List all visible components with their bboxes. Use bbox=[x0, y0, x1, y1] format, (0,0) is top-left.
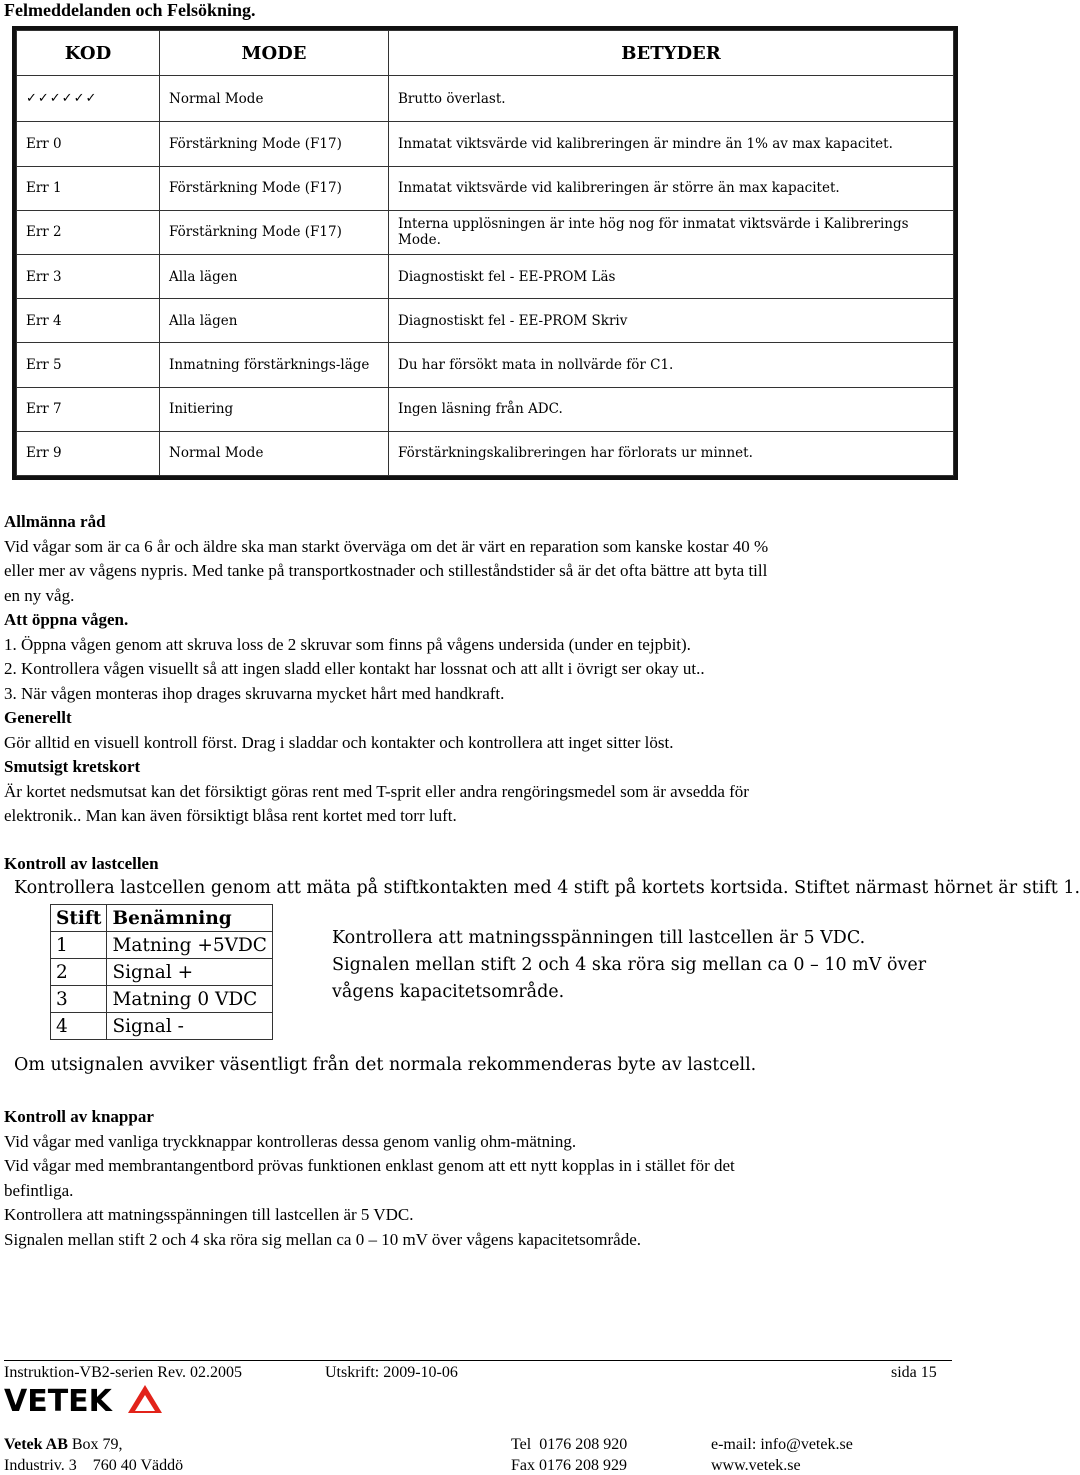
cell-mode: Inmatning förstärknings-läge bbox=[160, 343, 389, 387]
cell-name: Signal + bbox=[107, 959, 273, 986]
company-email[interactable]: e-mail: info@vetek.se bbox=[711, 1436, 853, 1453]
load-cell-intro: Kontrollera lastcellen genom att mäta på stiftkontakten med 4 stift på kortets kortsida. Stiftet närmast hörnet är stift 1. bbox=[14, 878, 1080, 898]
footer-doc: Instruktion-VB2-serien Rev. 02.2005 bbox=[4, 1364, 243, 1381]
load-cell-heading: Kontroll av lastcellen bbox=[4, 854, 159, 873]
step-line: 3. När vågen monteras ihop drages skruvarna mycket hårt med handkraft. bbox=[4, 683, 505, 703]
table-row bbox=[51, 959, 273, 986]
table-row bbox=[17, 343, 954, 387]
cell-kod: Err 0 bbox=[17, 122, 160, 166]
cell-betyder: Inmatat viktsvärde vid kalibreringen är mindre än 1% av max kapacitet. bbox=[389, 122, 954, 166]
page-title: Felmeddelanden och Felsökning. bbox=[4, 0, 256, 20]
paragraph-line: eller mer av vågens nypris. Med tanke på transportkostnader och stilleståndstider så är det ofta bättre att byta till bbox=[4, 561, 768, 580]
table-row bbox=[51, 986, 273, 1013]
header-stift: Stift bbox=[51, 905, 107, 932]
side-line: Signalen mellan stift 2 och 4 ska röra sig mellan ca 0 – 10 mV över bbox=[332, 955, 927, 975]
error-code-table-frame bbox=[12, 26, 958, 480]
company-fax: Fax 0176 208 929 bbox=[511, 1457, 627, 1474]
company-website[interactable]: www.vetek.se bbox=[711, 1457, 801, 1474]
cell-kod: Err 4 bbox=[17, 299, 160, 343]
header-kod: KOD bbox=[17, 31, 160, 76]
paragraph-line: Gör alltid en visuell kontroll först. Drag i sladdar och kontakter och kontrollera att inget sitter löst. bbox=[4, 732, 674, 752]
table-row bbox=[17, 210, 954, 254]
side-line: Kontrollera att matningsspänningen till lastcellen är 5 VDC. bbox=[332, 928, 866, 948]
cell-kod: Err 1 bbox=[17, 166, 160, 210]
cell-betyder: Inmatat viktsvärde vid kalibreringen är större än max kapacitet. bbox=[389, 166, 954, 210]
paragraph-line: Signalen mellan stift 2 och 4 ska röra sig mellan ca 0 – 10 mV över vågens kapacitetsområde. bbox=[4, 1229, 642, 1249]
cell-betyder: Förstärkningskalibreringen har förlorats ur minnet. bbox=[389, 431, 954, 475]
cell-mode: Alla lägen bbox=[160, 254, 389, 298]
paragraph-line: Vid vågar med membrantangentbord prövas funktionen enklast genom att ett nytt kopplas in i stället för det bbox=[4, 1156, 735, 1175]
cell-name: Signal - bbox=[107, 1013, 273, 1040]
company-address: Industriv. 3 760 40 Väddö bbox=[4, 1457, 184, 1474]
table-header-row bbox=[17, 31, 954, 76]
generally-heading: Generellt bbox=[4, 708, 72, 727]
table-row bbox=[51, 1013, 273, 1040]
cell-name: Matning +5VDC bbox=[107, 932, 273, 959]
header-betyder: BETYDER bbox=[389, 31, 954, 76]
pin-table bbox=[50, 904, 273, 1040]
cell-mode: Normal Mode bbox=[160, 431, 389, 475]
table-row bbox=[17, 76, 954, 122]
paragraph-line: Vid vågar med vanliga tryckknappar kontrolleras dessa genom vanlig ohm-mätning. bbox=[4, 1131, 577, 1151]
table-row bbox=[51, 932, 273, 959]
step-line: 2. Kontrollera vågen visuellt så att ingen sladd eller kontakt har lossnat och att allt i övrigt ser okay ut.. bbox=[4, 659, 705, 678]
cell-kod: Err 3 bbox=[17, 254, 160, 298]
open-scale-heading: Att öppna vågen. bbox=[4, 610, 129, 629]
cell-mode: Normal Mode bbox=[160, 76, 389, 122]
table-row bbox=[17, 122, 954, 166]
table-row bbox=[17, 387, 954, 431]
table-row bbox=[17, 431, 954, 475]
cell-betyder: Interna upplösningen är inte hög nog för inmatat viktsvärde i Kalibrerings Mode. bbox=[389, 210, 954, 254]
buttons-heading: Kontroll av knappar bbox=[4, 1107, 154, 1126]
cell-kod: Err 2 bbox=[17, 210, 160, 254]
cell-betyder: Brutto överlast. bbox=[389, 76, 954, 122]
table-row bbox=[17, 254, 954, 298]
footer-page-number: sida 15 bbox=[891, 1364, 937, 1381]
cell-betyder: Diagnostiskt fel - EE-PROM Läs bbox=[389, 254, 954, 298]
company-tel: Tel 0176 208 920 bbox=[511, 1436, 628, 1453]
table-row bbox=[17, 299, 954, 343]
load-cell-note: Om utsignalen avviker väsentligt från det normala rekommenderas byte av lastcell. bbox=[14, 1055, 757, 1075]
general-advice-heading: Allmänna råd bbox=[4, 512, 106, 531]
cell-kod: ✓✓✓✓✓✓ bbox=[17, 76, 160, 122]
cell-betyder: Du har försökt mata in nollvärde för C1. bbox=[389, 343, 954, 387]
cell-mode: Förstärkning Mode (F17) bbox=[160, 210, 389, 254]
header-mode: MODE bbox=[160, 31, 389, 76]
buttons-section bbox=[4, 1105, 735, 1252]
cell-mode: Förstärkning Mode (F17) bbox=[160, 122, 389, 166]
cell-kod: Err 9 bbox=[17, 431, 160, 475]
cell-mode: Förstärkning Mode (F17) bbox=[160, 166, 389, 210]
step-line: 1. Öppna vågen genom att skruva loss de 2 skruvar som finns på vågens undersida (under en tejpbit). bbox=[4, 634, 691, 654]
cell-stift: 4 bbox=[51, 1013, 107, 1040]
cell-mode: Alla lägen bbox=[160, 299, 389, 343]
cell-stift: 2 bbox=[51, 959, 107, 986]
cell-kod: Err 7 bbox=[17, 387, 160, 431]
paragraph-line: Är kortet nedsmutsat kan det försiktigt göras rent med T-sprit eller andra rengöringsmedel som är avsedda för bbox=[4, 781, 749, 801]
cell-kod: Err 5 bbox=[17, 343, 160, 387]
header-benamning: Benämning bbox=[107, 905, 273, 932]
paragraph-line: Kontrollera att matningsspänningen till lastcellen är 5 VDC. bbox=[4, 1205, 414, 1224]
cell-betyder: Diagnostiskt fel - EE-PROM Skriv bbox=[389, 299, 954, 343]
company-name: Vetek AB bbox=[4, 1436, 68, 1453]
paragraph-line: en ny våg. bbox=[4, 585, 75, 605]
vetek-logo bbox=[4, 1383, 164, 1419]
cell-stift: 1 bbox=[51, 932, 107, 959]
side-line: vågens kapacitetsområde. bbox=[332, 982, 565, 1002]
table-row bbox=[17, 166, 954, 210]
general-advice-section bbox=[4, 510, 768, 829]
load-cell-side-text bbox=[332, 925, 926, 1006]
footer-print-date: Utskrift: 2009-10-06 bbox=[325, 1364, 458, 1381]
footer-divider bbox=[4, 1360, 952, 1361]
dirty-board-heading: Smutsigt kretskort bbox=[4, 757, 141, 776]
cell-name: Matning 0 VDC bbox=[107, 986, 273, 1013]
footer-company bbox=[4, 1436, 123, 1454]
logo-wordmark: VETEK bbox=[4, 1384, 112, 1419]
paragraph-line: Vid vågar som är ca 6 år och äldre ska man starkt överväga om det är värt en reparation som kanske kostar 40 % bbox=[4, 536, 769, 556]
cell-mode: Initiering bbox=[160, 387, 389, 431]
pin-table-header bbox=[51, 905, 273, 932]
paragraph-line: elektronik.. Man kan även försiktigt blåsa rent kortet med torr luft. bbox=[4, 806, 457, 825]
company-box: Box 79, bbox=[71, 1436, 123, 1453]
cell-stift: 3 bbox=[51, 986, 107, 1013]
error-code-table bbox=[16, 30, 954, 476]
cell-betyder: Ingen läsning från ADC. bbox=[389, 387, 954, 431]
paragraph-line: befintliga. bbox=[4, 1180, 74, 1200]
